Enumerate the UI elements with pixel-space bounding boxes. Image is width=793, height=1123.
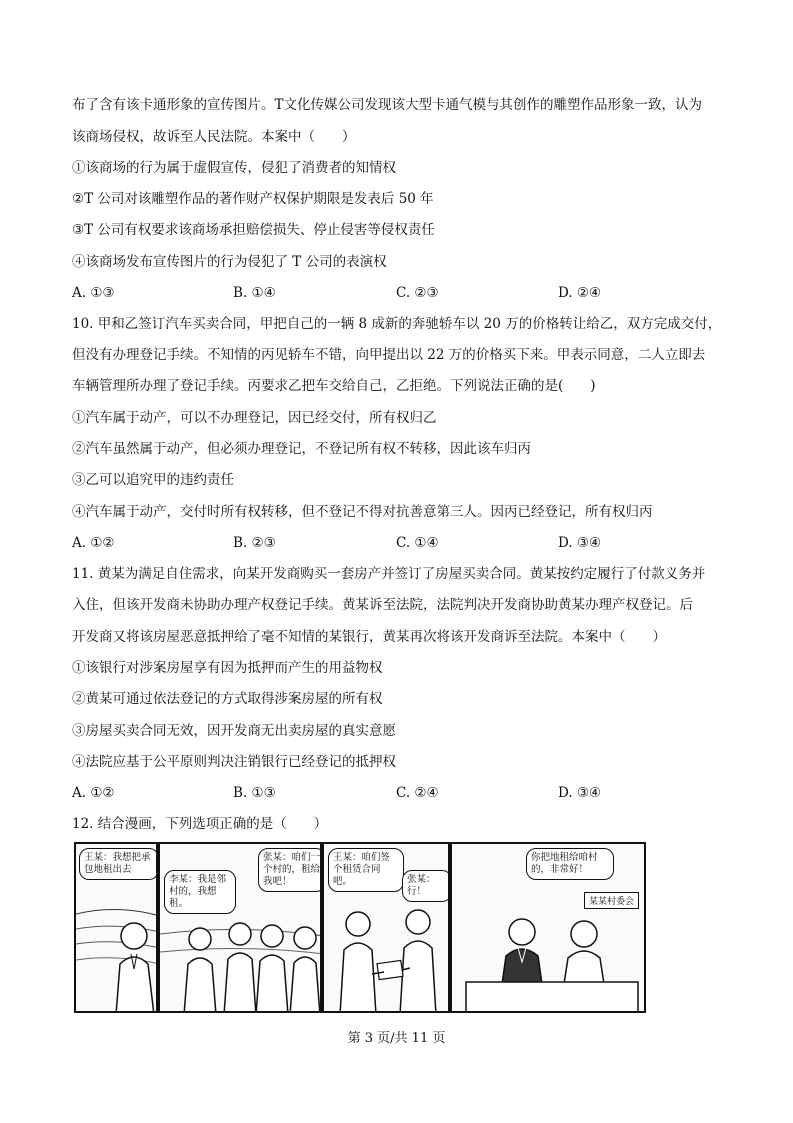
q9-text-line-1: 布了含有该卡通形象的宣传图片。T文化传媒公司发现该大型卡通气模与其创作的雕塑作品形象一致，认为	[72, 97, 703, 113]
comic-panel-4	[450, 842, 646, 1013]
q9-statement-1: ①该商场的行为属于虚假宣传，侵犯了消费者的知情权	[72, 160, 396, 176]
page-footer: 第 3 页/共 11 页	[347, 1031, 446, 1046]
comic-panel-2	[158, 842, 322, 1013]
q11-text-line-3: 开发商又将该房屋恶意抵押给了毫不知情的某银行，黄某再次将该开发商诉至法院。本案中（ ）	[72, 629, 666, 645]
q10-option-b: B. ②③	[233, 535, 276, 551]
q9-option-a: A. ①③	[72, 285, 115, 301]
q11-statement-3: ③房屋买卖合同无效，因开发商无出卖房屋的真实意愿	[72, 723, 396, 739]
q11-option-d: D. ③④	[558, 785, 602, 801]
q11-statement-1: ①该银行对涉案房屋享有因为抵押而产生的用益物权	[72, 660, 383, 676]
q11-statement-4: ④法院应基于公平原则判决注销银行已经登记的抵押权	[72, 754, 396, 770]
q10-statement-4: ④汽车属于动产，交付时所有权转移，但不登记不得对抗善意第三人。因丙已经登记，所有权归丙	[72, 504, 653, 520]
speech-bubble-zhang-2: 张某：行！	[402, 870, 450, 902]
q9-statement-4: ④该商场发布宣传图片的行为侵犯了 T 公司的表演权	[72, 254, 387, 270]
q9-text-line-2: 该商场侵权，故诉至人民法院。本案中（ ）	[72, 129, 356, 145]
q9-statement-2: ②T 公司对该雕塑作品的著作财产权保护期限是发表后 50 年	[72, 191, 434, 207]
q11-option-a: A. ①②	[72, 785, 115, 801]
speech-bubble-committee: 你把地租给咱村的，非常好！	[526, 848, 614, 880]
q11-option-c: C. ②④	[396, 785, 439, 801]
speech-bubble-wang-2: 王某：咱们签个租赁合同吧。	[328, 848, 404, 892]
q11-text-line-1: 11. 黄某为满足自住需求，向某开发商购买一套房产并签订了房屋买卖合同。黄某按约定履行了付款义务并	[72, 566, 706, 582]
q11-statement-2: ②黄某可通过依法登记的方式取得涉案房屋的所有权	[72, 691, 383, 707]
q9-option-c: C. ②③	[396, 285, 439, 301]
q10-text-line-1: 10. 甲和乙签订汽车买卖合同，甲把自己的一辆 8 成新的奔驰轿车以 20 万的价格转让给乙，双方完成交付，	[72, 316, 722, 332]
comic-strip	[74, 842, 646, 1013]
q10-statement-3: ③乙可以追究甲的违约责任	[72, 472, 234, 488]
q10-option-a: A. ①②	[72, 535, 115, 551]
q10-statement-2: ②汽车虽然属于动产，但必须办理登记，不登记所有权不转移，因此该车归丙	[72, 441, 531, 457]
q12-text-line: 12. 结合漫画，下列选项正确的是（ ）	[72, 816, 328, 832]
comic-panel-1	[74, 842, 158, 1013]
q11-text-line-2: 入住，但该开发商未协助办理产权登记手续。黄某诉至法院，法院判决开发商协助黄某办理产权登记。后	[72, 597, 693, 613]
q11-option-b: B. ①③	[233, 785, 276, 801]
committee-sign: 某某村委会	[584, 892, 639, 909]
q10-option-c: C. ①④	[396, 535, 439, 551]
q9-option-d: D. ②④	[558, 285, 602, 301]
q9-statement-3: ③T 公司有权要求该商场承担赔偿损失、停止侵害等侵权责任	[72, 222, 435, 238]
q10-option-d: D. ③④	[558, 535, 602, 551]
q10-text-line-3: 车辆管理所办理了登记手续。丙要求乙把车交给自己，乙拒绝。下列说法正确的是( )	[72, 378, 596, 394]
q9-option-b: B. ①④	[233, 285, 276, 301]
speech-bubble-zhang-1: 张某：咱们一个村的，租给我吧！	[258, 848, 322, 892]
comic-panel-3	[322, 842, 450, 1013]
speech-bubble-li: 李某：我是邻村的，我想租。	[164, 870, 236, 914]
q10-statement-1: ①汽车属于动产，可以不办理登记，因已经交付，所有权归乙	[72, 410, 437, 426]
q10-text-line-2: 但没有办理登记手续。不知情的丙见轿车不错，向甲提出以 22 万的价格买下来。甲表示同意，二人立即去	[72, 347, 706, 363]
speech-bubble-wang-1: 王某：我想把承包地租出去	[79, 848, 158, 880]
